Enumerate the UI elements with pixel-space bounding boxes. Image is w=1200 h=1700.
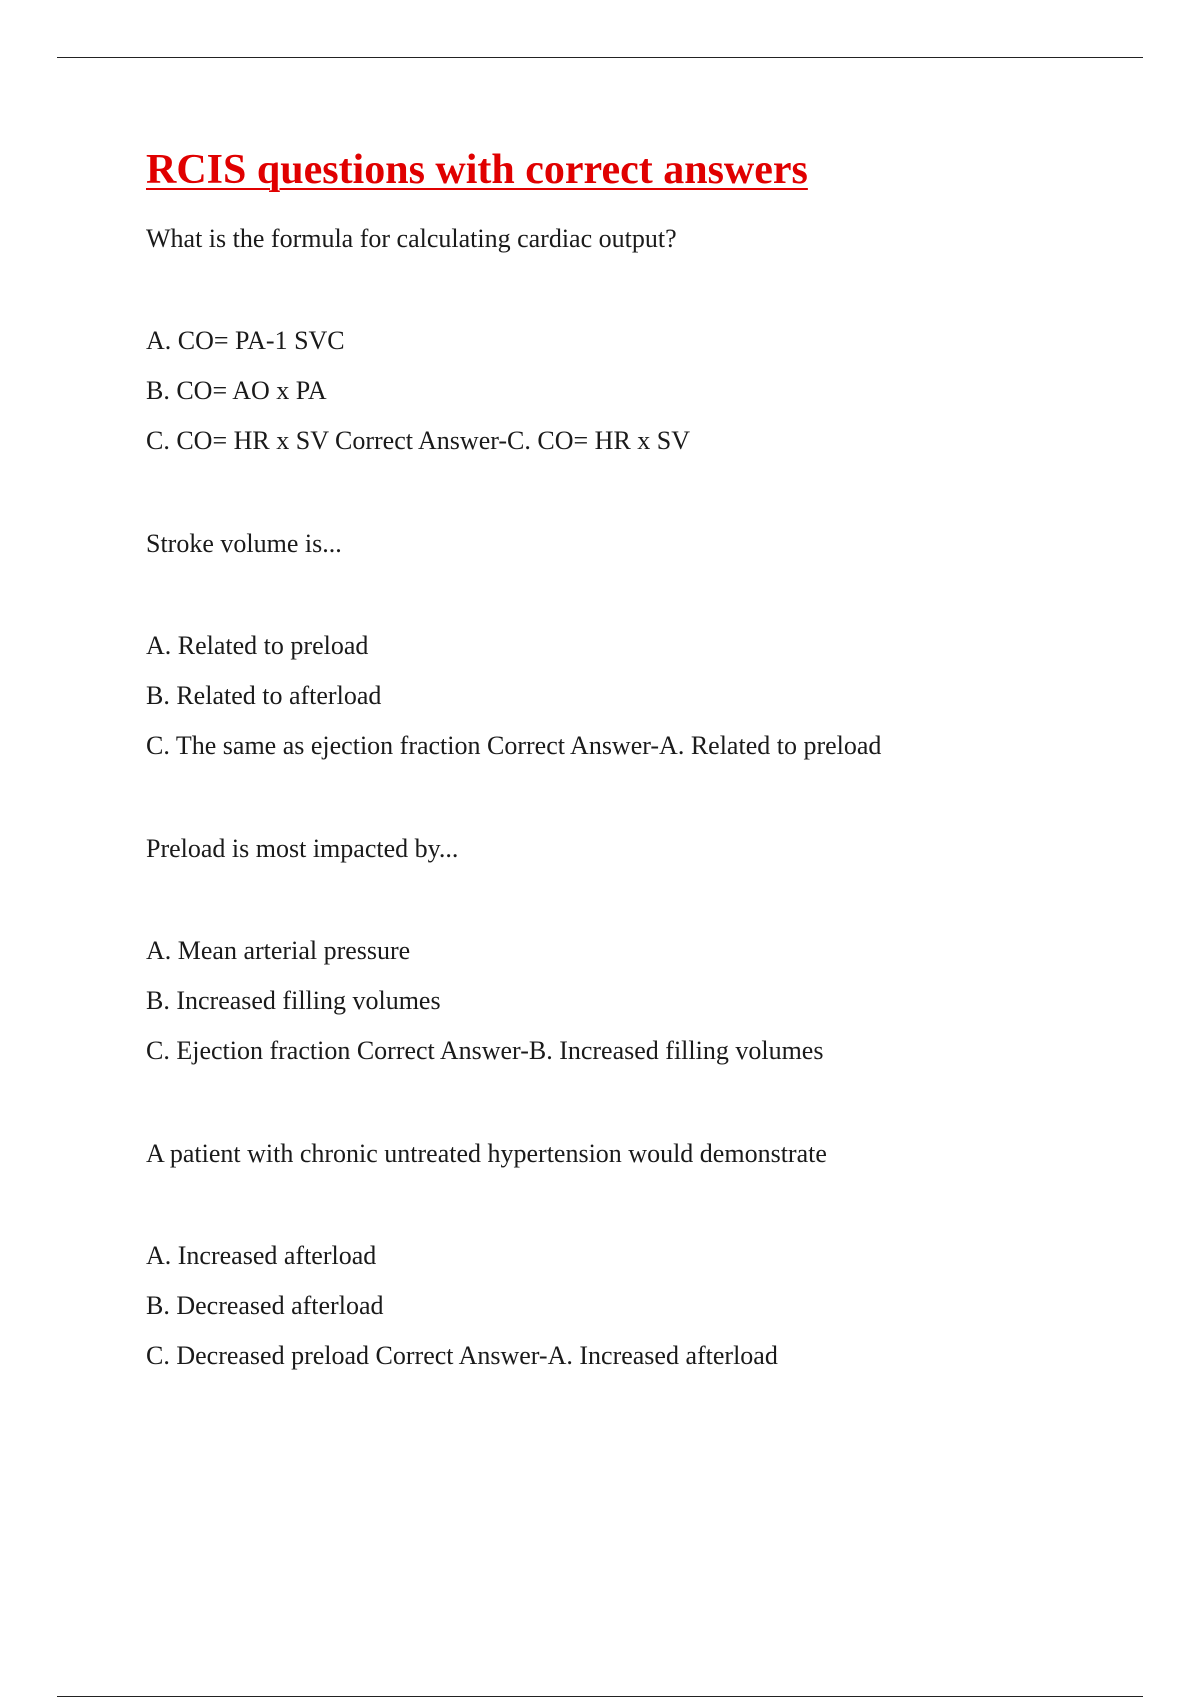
answer-option-with-correct-answer: C. CO= HR x SV Correct Answer-C. CO= HR x SV (146, 426, 691, 455)
answer-option-with-correct-answer: C. Decreased preload Correct Answer-A. Increased afterload (146, 1341, 778, 1370)
question-prompt: What is the formula for calculating cardiac output? (146, 224, 677, 253)
answer-option: A. CO= PA-1 SVC (146, 326, 345, 355)
answer-option: A. Mean arterial pressure (146, 936, 411, 965)
question-block (146, 1129, 1146, 1381)
question-prompt: Preload is most impacted by... (146, 834, 459, 863)
answer-option: B. Related to afterload (146, 681, 382, 710)
page-bottom-rule (57, 1696, 1143, 1697)
answer-option: A. Increased afterload (146, 1241, 377, 1270)
answer-option-with-correct-answer: C. The same as ejection fraction Correct Answer-A. Related to preload (146, 731, 882, 760)
page-top-rule (57, 57, 1143, 58)
answer-option: B. Increased filling volumes (146, 986, 441, 1015)
document-body (146, 140, 1146, 1381)
question-block (146, 519, 1146, 771)
document-title: RCIS questions with correct answers (146, 147, 808, 193)
question-prompt: A patient with chronic untreated hypertension would demonstrate (146, 1139, 827, 1168)
question-block (146, 214, 1146, 466)
answer-option: A. Related to preload (146, 631, 369, 660)
answer-option-with-correct-answer: C. Ejection fraction Correct Answer-B. Increased filling volumes (146, 1036, 824, 1065)
answer-option: B. CO= AO x PA (146, 376, 327, 405)
question-block (146, 824, 1146, 1076)
question-prompt: Stroke volume is... (146, 529, 342, 558)
answer-option: B. Decreased afterload (146, 1291, 384, 1320)
